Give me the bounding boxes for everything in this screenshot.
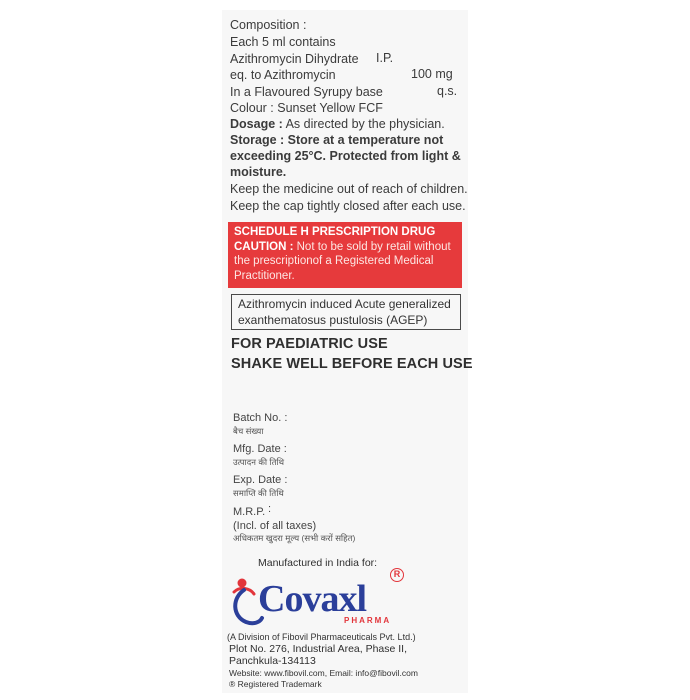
schedule-h-heading: SCHEDULE H PRESCRIPTION DRUG [234, 226, 436, 238]
agep-line-1: Azithromycin induced Acute generalized [238, 297, 451, 311]
address-line-1: Plot No. 276, Industrial Area, Phase II, [229, 643, 408, 655]
caution-line-2: the prescriptionof a Registered Medical [234, 255, 434, 267]
mrp-label: M.R.P. [233, 506, 266, 518]
paediatric-use-heading: FOR PAEDIATRIC USE [231, 336, 388, 352]
batch-label-hindi: बैच संख्या [233, 426, 264, 436]
dosage-text: As directed by the physician. [285, 117, 445, 131]
manufactured-for: Manufactured in India for: [258, 557, 378, 569]
address-line-2: Panchkula-134113 [229, 655, 316, 667]
mrp-colon: : [268, 503, 272, 515]
storage-line-2: exceeding 25°C. Protected from light & [230, 149, 461, 163]
storage-line-1: Storage : Store at a temperature not [230, 133, 444, 147]
keep-out-note: Keep the medicine out of reach of children. [230, 182, 468, 196]
brand-name: Covaxl [258, 578, 366, 620]
trademark-line: ® Registered Trademark [229, 679, 322, 689]
caution-line [234, 240, 456, 255]
composition-each: Each 5 ml contains [230, 35, 336, 49]
exp-date-label-hindi: समाप्ति की तिथि [233, 488, 284, 498]
storage-line-3: moisture. [230, 165, 287, 179]
cap-note: Keep the cap tightly closed after each use. [230, 199, 466, 213]
composition-ingredient: Azithromycin Dihydrate [230, 52, 359, 66]
composition-amount: 100 mg [411, 67, 453, 81]
registered-mark-icon: R [390, 568, 404, 582]
composition-base-qty: q.s. [437, 84, 458, 98]
division-line: (A Division of Fibovil Pharmaceuticals Pvt. Ltd.) [227, 632, 416, 642]
caution-label: CAUTION : [234, 240, 294, 253]
agep-line-2: exanthematosus pustulosis (AGEP) [238, 313, 428, 327]
caution-text: Not to be sold by retail without [296, 240, 451, 253]
agep-warning-box [231, 294, 461, 330]
composition-ingredient-std: I.P. [376, 51, 394, 65]
composition-colour: Colour : Sunset Yellow FCF [230, 101, 383, 115]
mrp-incl-taxes: (Incl. of all taxes) [233, 520, 317, 532]
contact-line: Website: www.fibovil.com, Email: info@fibovil.com [229, 668, 418, 678]
dosage-line [230, 116, 445, 132]
batch-label: Batch No. : [233, 412, 288, 424]
brand-subtitle: PHARMA [344, 616, 392, 625]
mrp-hindi: अधिकतम खुदरा मूल्य (सभी करों सहित) [233, 533, 356, 543]
dosage-label: Dosage : [230, 117, 283, 131]
composition-equivalent: eq. to Azithromycin [230, 68, 336, 82]
shake-well-heading: SHAKE WELL BEFORE EACH USE [231, 356, 473, 372]
caution-line-3: Practitioner. [234, 269, 295, 282]
mfg-date-label: Mfg. Date : [233, 443, 287, 455]
composition-heading: Composition : [230, 18, 307, 32]
mfg-date-label-hindi: उत्पादन की तिथि [233, 457, 285, 467]
exp-date-label: Exp. Date : [233, 474, 288, 486]
composition-base: In a Flavoured Syrupy base [230, 85, 383, 99]
schedule-h-box [228, 222, 462, 288]
